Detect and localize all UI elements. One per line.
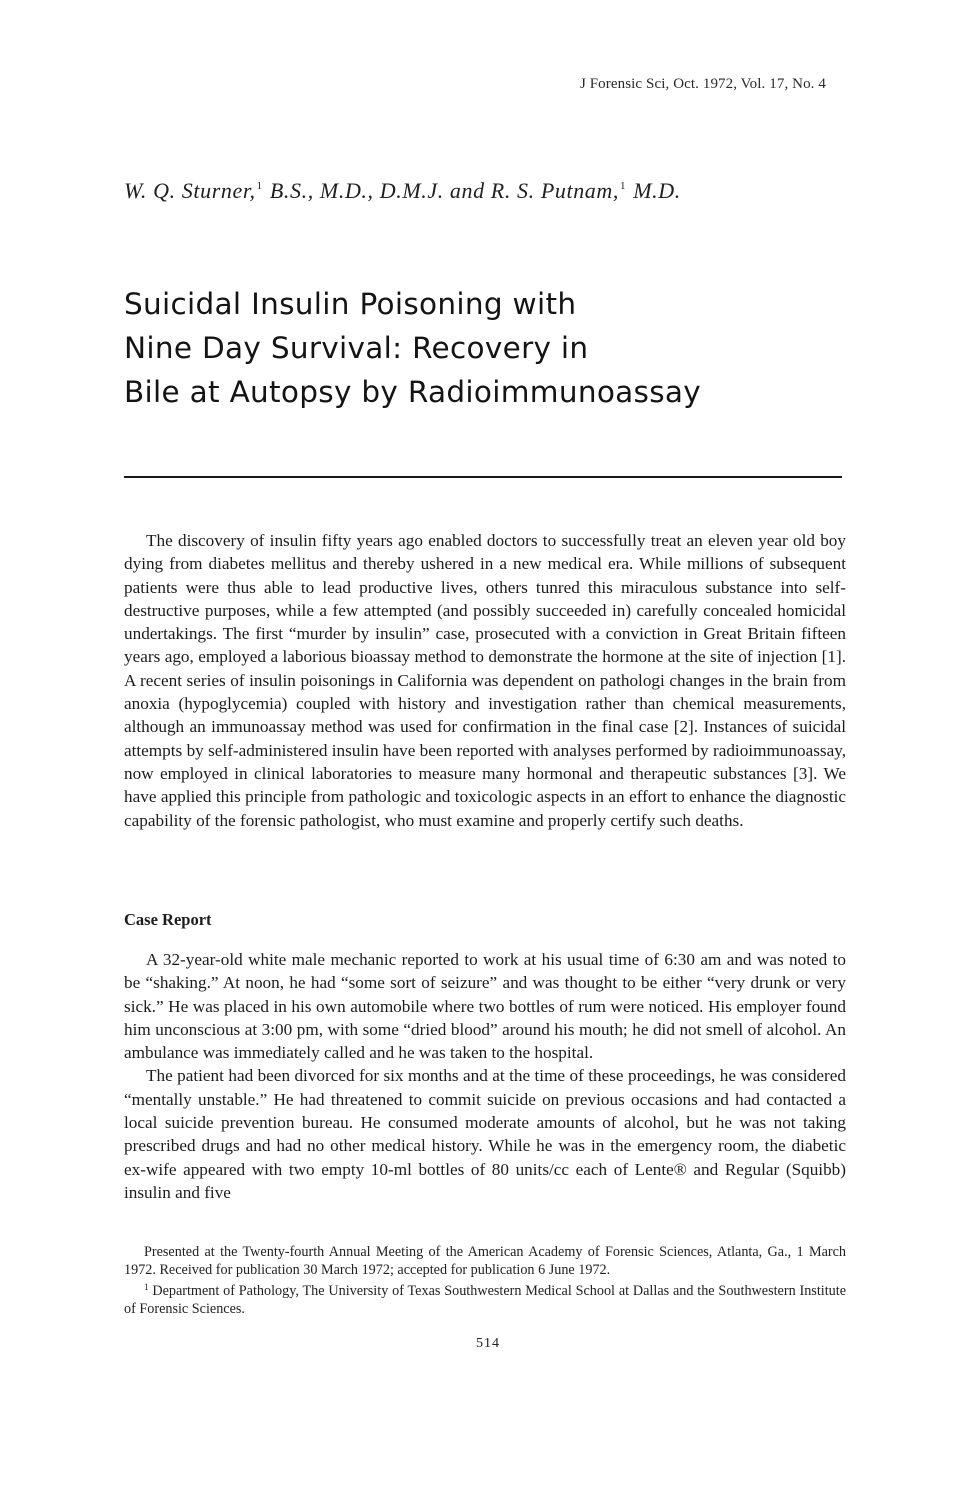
case-report-paragraph: A 32-year-old white male mechanic reported to work at his usual time of 6:30 am and was noted to be “shaking.” At noon, he had “some sort of seizure” and was thought to be either “very drunk or very sick.” He was placed in his own automobile where two bottles of rum were noticed. His employer found him unconscious at 3:00 pm, with some “dried blood” around his mouth; he did not smell of alcohol. An ambulance was immediately called and he was taken to the hospital. [124,950,846,1063]
section-heading: Case Report [124,910,212,929]
page-number: 514 [476,1336,500,1351]
case-report-paragraph: The patient had been divorced for six months and at the time of these proceedings, he was considered “mentally unstable.” He had threatened to commit suicide on previous occasions and had contacted a local suicide prevention bureau. He consumed moderate amounts of alcohol, but he was not taking prescribed drugs and had no other medical history. While he was in the emergency room, the diabetic ex-wife appeared with two empty 10-ml bottles of 80 units/cc each of Lente® and Regular (Squibb) insulin and five [124,1066,846,1202]
footnotes [124,1244,846,1318]
case-report-section [124,948,846,1204]
author-degrees: M.D. [633,178,681,203]
affiliation-mark: 1 [144,1282,149,1292]
footnote-affiliation [124,1279,846,1318]
introduction-paragraph: The discovery of insulin fifty years ago enabled doctors to successfully treat an eleven year old boy dying from diabetes mellitus and thereby ushered in a new medical era. While millions of subsequent patients were thus able to lead productive lives, others tunred this miraculous substance into self-destructive purposes, while a few attempted (and possibly succeeded in) carefully concealed homicidal undertakings. The first “murder by insulin” case, prosecuted with a conviction in Great Britain fifteen years ago, employed a laborious bioassay method to demonstrate the hormone at the site of injection [1]. A recent series of insulin poisonings in California was dependent on pathologi changes in the brain from anoxia (hypoglycemia) coupled with history and investigation rather than chemical measurements, although an immunoassay method was used for confirmation in the final case [2]. Instances of suicidal attempts by self-administered insulin have been reported with analyses performed by radioimmunoassay, now employed in clinical laboratories to measure many hormonal and therapeutic substances [3]. We have applied this principle from pathologic and toxicologic aspects in an effort to enhance the diagnostic capability of the forensic pathologist, who must examine and properly certify such deaths. [124,531,846,830]
footnote-presented: Presented at the Twenty-fourth Annual Meeting of the American Academy of Forensic Sciences, Atlanta, Ga., 1 March 1972. Received for publication 30 March 1972; accepted for publication 6 June 1972. [124,1244,846,1278]
title-line: Nine Day Survival: Recovery in [124,331,589,365]
affiliation-mark: 1 [256,180,263,192]
affiliation-mark: 1 [619,180,627,192]
journal-reference: J Forensic Sci, Oct. 1972, Vol. 17, No. 4 [579,76,826,92]
author-name: W. Q. Sturner, [124,178,256,203]
introduction-section [124,529,846,832]
author-degrees: B.S., M.D., D.M.J. and R. S. Putnam, [269,178,619,203]
paper-title [124,282,844,414]
title-line: Suicidal Insulin Poisoning with [124,287,577,321]
title-divider [124,476,842,478]
author-line [124,178,681,204]
footnote-affiliation-text: Department of Pathology, The University of Texas Southwestern Medical School at Dallas and the Southwestern Institute of Forensic Sciences. [124,1283,846,1317]
title-line: Bile at Autopsy by Radioimmunoassay [124,375,702,409]
